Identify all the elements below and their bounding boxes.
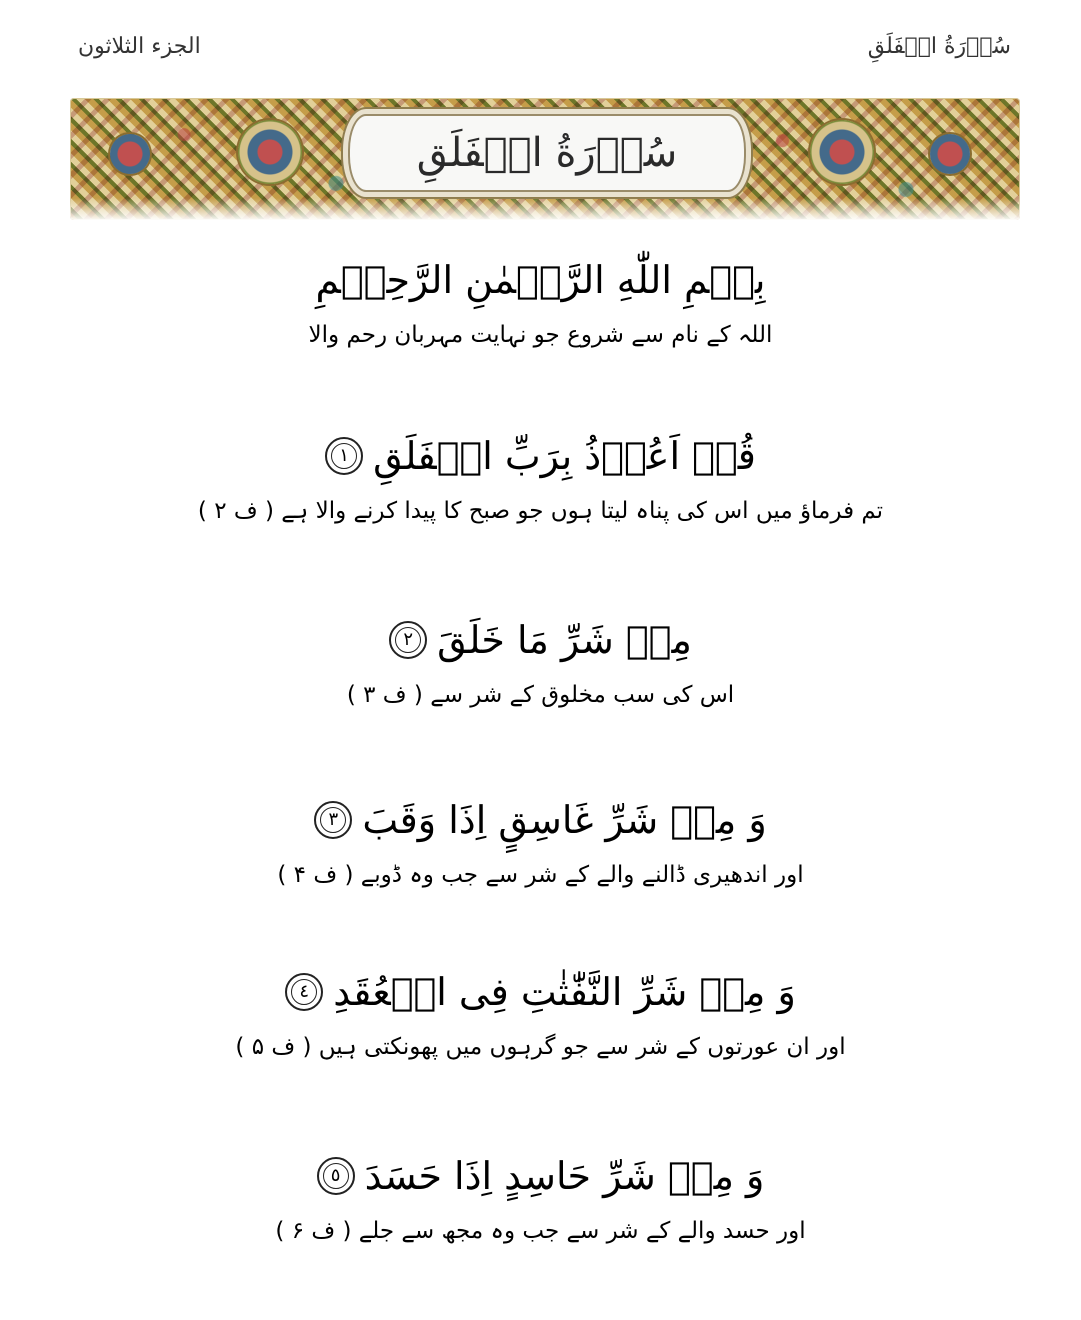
arabic-verse-text: وَ مِنۡ شَرِّ حَاسِدٍ اِذَا حَسَدَ (364, 1154, 765, 1198)
ayah-number-marker: ١ (325, 437, 363, 475)
urdu-translation: اللہ کے نام سے شروع جو نہایت مہربان رحم والا (308, 322, 773, 348)
verse-block-5 (0, 1148, 1081, 1248)
title-plaque (348, 114, 746, 192)
surah-header-label: سُوۡرَةُ الۡفَلَقِ (867, 34, 1011, 59)
surah-title-banner (70, 98, 1020, 220)
verse-block-1 (0, 428, 1081, 528)
urdu-translation: اس کی سب مخلوق کے شر سے ( ف ۳ ) (346, 682, 735, 708)
verse-block-bismillah (0, 252, 1081, 352)
urdu-translation: اور حسد والے کے شر سے جب وہ مجھ سے جلے ( ف ۶ ) (275, 1218, 806, 1244)
juz-label: الجزء الثلاثون (78, 34, 201, 59)
arabic-verse-text: وَ مِنۡ شَرِّ النَّفّٰثٰتِ فِى الۡعُقَدِ (333, 970, 796, 1014)
floral-medallion-icon (238, 120, 302, 184)
arabic-verse (285, 964, 796, 1020)
floral-medallion-icon (810, 120, 874, 184)
arabic-verse-text: قُلۡ اَعُوۡذُ بِرَبِّ الۡفَلَقِ (373, 434, 756, 478)
arabic-verse (317, 1148, 765, 1204)
arabic-verse (316, 252, 766, 308)
arabic-verse-text: مِنۡ شَرِّ مَا خَلَقَ (437, 618, 692, 662)
ayah-number-marker: ٥ (317, 1157, 355, 1195)
floral-ornament-icon (930, 134, 970, 174)
ayah-number-marker: ٢ (389, 621, 427, 659)
arabic-verse-text: بِسۡمِ اللّٰهِ الرَّحۡمٰنِ الرَّحِيۡمِ (315, 258, 766, 302)
floral-ornament-icon (110, 134, 150, 174)
verse-block-2 (0, 612, 1081, 712)
urdu-translation: اور اندھیری ڈالنے والے کے شر سے جب وہ ڈوبے ( ف ۴ ) (277, 862, 804, 888)
arabic-verse (314, 792, 766, 848)
arabic-verse (325, 428, 756, 484)
arabic-verse-text: وَ مِنۡ شَرِّ غَاسِقٍ اِذَا وَقَبَ (362, 798, 767, 842)
verse-block-4 (0, 964, 1081, 1064)
surah-title: سُوۡرَةُ الۡفَلَقِ (416, 130, 678, 176)
verse-block-3 (0, 792, 1081, 892)
ayah-number-marker: ٣ (314, 801, 352, 839)
urdu-translation: تم فرماؤ میں اس کی پناہ لیتا ہوں جو صبح کا پیدا کرنے والا ہے ( ف ۲ ) (197, 498, 884, 524)
arabic-verse (389, 612, 692, 668)
ayah-number-marker: ٤ (285, 973, 323, 1011)
urdu-translation: اور ان عورتوں کے شر سے جو گرہوں میں پھونکتی ہیں ( ف ۵ ) (235, 1034, 846, 1060)
